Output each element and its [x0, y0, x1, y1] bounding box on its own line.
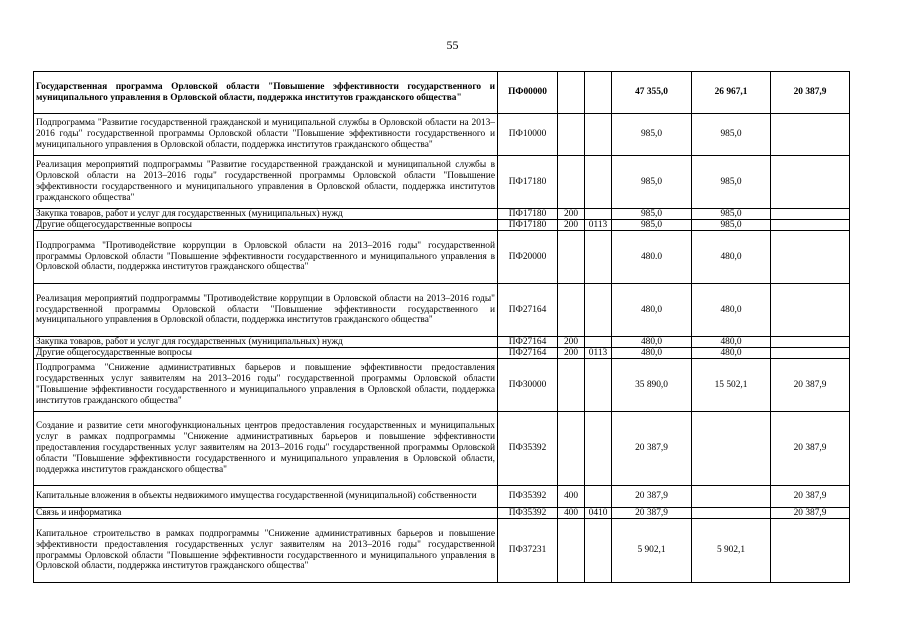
amount-total: 480,0: [612, 284, 692, 337]
row-name: Связь и информатика: [34, 508, 498, 519]
expense-type-code: [558, 231, 585, 284]
amount-total: 480.0: [612, 231, 692, 284]
section-code: 0113: [585, 348, 612, 359]
table-row: [34, 231, 850, 284]
amount-2: 480,0: [692, 284, 771, 337]
table-row: [34, 284, 850, 337]
amount-3: 20 387,9: [771, 359, 850, 412]
amount-3: [771, 209, 850, 220]
amount-2: 985,0: [692, 209, 771, 220]
amount-total: 985,0: [612, 156, 692, 209]
section-code: [585, 209, 612, 220]
expense-type-code: 200: [558, 209, 585, 220]
row-name: Подпрограмма "Снижение административных барьеров и повышение эффективности предоставления государственных услуг заявителям на 2013–2016 годы" государственной программы Орловской области "Повышение эффективности государственного и муниципального управления в Орловской области, поддержка институтов гражданского общества": [34, 359, 498, 412]
expense-type-code: 200: [558, 337, 585, 348]
target-code: ПФ00000: [498, 72, 558, 114]
table-row: [34, 348, 850, 359]
section-code: 0410: [585, 508, 612, 519]
amount-2: 480,0: [692, 337, 771, 348]
section-code: [585, 284, 612, 337]
amount-total: 480,0: [612, 337, 692, 348]
amount-total: 35 890,0: [612, 359, 692, 412]
amount-total: 20 387,9: [612, 508, 692, 519]
table-row: [34, 337, 850, 348]
target-code: ПФ17180: [498, 220, 558, 231]
amount-3: [771, 156, 850, 209]
amount-2: 26 967,1: [692, 72, 771, 114]
expense-type-code: [558, 284, 585, 337]
budget-table: [33, 71, 850, 583]
row-name: Капитальное строительство в рамках подпрограммы "Снижение административных барьеров и повышение эффективности предоставления государственных услуг заявителям на 2013–2016 годы" государственной программы Орловской области "Повышение эффективности государственного и муниципального управления в Орловской области, поддержка институтов гражданского общества": [34, 519, 498, 583]
expense-type-code: [558, 519, 585, 583]
amount-3: 20 387,9: [771, 412, 850, 486]
amount-3: [771, 284, 850, 337]
amount-3: 20 387,9: [771, 72, 850, 114]
amount-2: 480,0: [692, 231, 771, 284]
section-code: [585, 337, 612, 348]
expense-type-code: 200: [558, 348, 585, 359]
section-code: 0113: [585, 220, 612, 231]
amount-3: 20 387,9: [771, 486, 850, 508]
amount-2: 5 902,1: [692, 519, 771, 583]
row-name: Государственная программа Орловской области "Повышение эффективности государственного и муниципального управления в Орловской области, поддержка институтов гражданского общества": [34, 72, 498, 114]
row-name: Капитальные вложения в объекты недвижимого имущества государственной (муниципальной) собственности: [34, 486, 498, 508]
table-row: [34, 508, 850, 519]
amount-3: [771, 519, 850, 583]
expense-type-code: 200: [558, 220, 585, 231]
amount-2: 985,0: [692, 114, 771, 156]
table-row: [34, 519, 850, 583]
target-code: ПФ17180: [498, 209, 558, 220]
expense-type-code: [558, 359, 585, 412]
section-code: [585, 114, 612, 156]
target-code: ПФ37231: [498, 519, 558, 583]
amount-3: [771, 114, 850, 156]
amount-3: 20 387,9: [771, 508, 850, 519]
target-code: ПФ27164: [498, 337, 558, 348]
row-name: Другие общегосударственные вопросы: [34, 348, 498, 359]
target-code: ПФ30000: [498, 359, 558, 412]
table-row: [34, 209, 850, 220]
amount-2: 985,0: [692, 156, 771, 209]
amount-3: [771, 231, 850, 284]
row-name: Подпрограмма "Развитие государственной гражданской и муниципальной службы в Орловской области на 2013–2016 годы" государственной программы Орловской области "Повышение эффективности государственного и муниципального управления в Орловской области, поддержка институтов гражданского общества": [34, 114, 498, 156]
amount-total: 20 387,9: [612, 412, 692, 486]
amount-total: 5 902,1: [612, 519, 692, 583]
section-code: [585, 359, 612, 412]
section-code: [585, 519, 612, 583]
expense-type-code: 400: [558, 486, 585, 508]
row-name: Создание и развитие сети многофункциональных центров предоставления государственных и муниципальных услуг в рамках подпрограммы "Снижение административных барьеров и повышение эффективности предоставления государственных услуг заявителям на 2013–2016 годы" государственной программы Орловской области "Повышение эффективности государственного и муниципального управления в Орловской области, поддержка институтов гражданского общества": [34, 412, 498, 486]
table-row: [34, 114, 850, 156]
amount-total: 480,0: [612, 348, 692, 359]
expense-type-code: 400: [558, 508, 585, 519]
target-code: ПФ17180: [498, 156, 558, 209]
row-name: Другие общегосударственные вопросы: [34, 220, 498, 231]
target-code: ПФ10000: [498, 114, 558, 156]
amount-total: 47 355,0: [612, 72, 692, 114]
row-name: Закупка товаров, работ и услуг для государственных (муниципальных) нужд: [34, 209, 498, 220]
section-code: [585, 156, 612, 209]
target-code: ПФ27164: [498, 348, 558, 359]
table-row: [34, 412, 850, 486]
target-code: ПФ20000: [498, 231, 558, 284]
target-code: ПФ35392: [498, 486, 558, 508]
page-number: 55: [446, 38, 459, 52]
row-name: Закупка товаров, работ и услуг для государственных (муниципальных) нужд: [34, 337, 498, 348]
target-code: ПФ35392: [498, 412, 558, 486]
section-code: [585, 72, 612, 114]
table-row: [34, 220, 850, 231]
amount-2: [692, 412, 771, 486]
amount-2: 985,0: [692, 220, 771, 231]
target-code: ПФ35392: [498, 508, 558, 519]
expense-type-code: [558, 412, 585, 486]
amount-2: 480,0: [692, 348, 771, 359]
target-code: ПФ27164: [498, 284, 558, 337]
table-row: [34, 156, 850, 209]
amount-3: [771, 220, 850, 231]
row-name: Подпрограмма "Противодействие коррупции в Орловской области на 2013–2016 годы" государственной программы Орловской области "Повышение эффективности государственного и муниципального управления в Орловской области, поддержка институтов гражданского общества": [34, 231, 498, 284]
table-row: [34, 72, 850, 114]
amount-2: 15 502,1: [692, 359, 771, 412]
amount-total: 985,0: [612, 209, 692, 220]
amount-3: [771, 337, 850, 348]
amount-2: [692, 508, 771, 519]
table-row: [34, 486, 850, 508]
row-name: Реализация мероприятий подпрограммы "Противодействие коррупции в Орловской области на 2013–2016 годы" государственной программы Орловской области "Повышение эффективности государственного и муниципального управления в Орловской области, поддержка институтов гражданского общества": [34, 284, 498, 337]
amount-2: [692, 486, 771, 508]
row-name: Реализация мероприятий подпрограммы "Развитие государственной гражданской и муниципальной службы в Орловской области на 2013–2016 годы" государственной программы Орловской области "Повышение эффективности государственного и муниципального управления в Орловской области, поддержка институтов гражданского общества": [34, 156, 498, 209]
amount-total: 985,0: [612, 220, 692, 231]
section-code: [585, 412, 612, 486]
expense-type-code: [558, 72, 585, 114]
amount-total: 20 387,9: [612, 486, 692, 508]
table-row: [34, 359, 850, 412]
expense-type-code: [558, 156, 585, 209]
section-code: [585, 486, 612, 508]
amount-total: 985,0: [612, 114, 692, 156]
section-code: [585, 231, 612, 284]
expense-type-code: [558, 114, 585, 156]
amount-3: [771, 348, 850, 359]
